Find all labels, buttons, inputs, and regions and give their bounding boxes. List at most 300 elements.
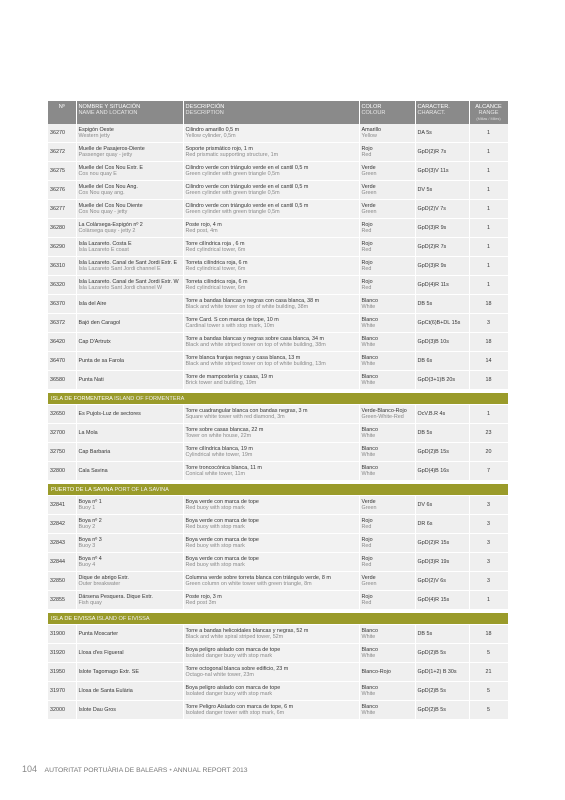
name-en: Buoy 3 <box>78 543 96 550</box>
cell-character: DB 5s <box>415 625 469 644</box>
colour-en: White <box>361 433 376 440</box>
description-es: Boya verde con marca de tope <box>185 499 259 506</box>
description-en: Red buoy with stop mark <box>185 543 245 550</box>
description-en: Red post 3m <box>185 600 217 607</box>
name-es: Muelle del Cos Nou Ang. <box>78 184 138 191</box>
cell-description <box>183 496 359 515</box>
table-row <box>48 333 508 352</box>
section-title-es: ISLA DE EIVISSA <box>51 615 96 622</box>
lights-table <box>48 101 509 720</box>
cell-description <box>183 443 359 462</box>
colour-en: White <box>361 323 376 330</box>
description-en: Isolated danger buoy with stop mark <box>185 653 273 660</box>
cell-character: GpD(1+2) B 30s <box>415 663 469 682</box>
description-es: Torre a bandas blancas y negras con casa blanca, 38 m <box>185 298 320 305</box>
description-en: Red post, 4m <box>185 228 218 235</box>
cell-range: 3 <box>469 515 508 534</box>
section-header <box>48 613 508 625</box>
name-es: La Mola <box>78 430 98 437</box>
section-title <box>48 393 508 405</box>
colour-es: Blanco <box>361 628 378 635</box>
colour-es: Blanco <box>361 685 378 692</box>
colour-en: Red <box>361 228 372 235</box>
description-es: Cilindro verde con triángulo verde en el cantil 0,5 m <box>185 184 309 191</box>
cell-name <box>76 181 183 200</box>
cell-description <box>183 162 359 181</box>
cell-colour <box>359 663 415 682</box>
table-row <box>48 200 508 219</box>
colour-en: Green <box>361 505 377 512</box>
cell-colour <box>359 162 415 181</box>
table-row <box>48 515 508 534</box>
description-es: Soporte prismático rojo, 1 m <box>185 146 253 153</box>
colour-en: White <box>361 653 376 660</box>
cell-number: 36270 <box>48 124 76 143</box>
cell-description <box>183 257 359 276</box>
description-en: Green cylinder with green triangle 0,5m <box>185 171 280 178</box>
name-es: Isla Lazareto. Canal de Sant Jordi Extr. E <box>78 260 178 267</box>
col-header-colour: COLOR COLOUR <box>359 101 415 124</box>
colour-en: White <box>361 634 376 641</box>
cell-colour <box>359 534 415 553</box>
cell-description <box>183 181 359 200</box>
colour-es: Verde <box>361 499 376 506</box>
table-row <box>48 276 508 295</box>
description-es: Boya verde con marca de tope <box>185 518 259 525</box>
cell-range: 7 <box>469 462 508 481</box>
cell-name <box>76 553 183 572</box>
cell-number: 31900 <box>48 625 76 644</box>
description-en: Green cylinder with green triangle 0,5m <box>185 190 280 197</box>
colour-es: Blanco <box>361 298 378 305</box>
colour-es: Blanco <box>361 446 378 453</box>
cell-range: 5 <box>469 682 508 701</box>
cell-range: 1 <box>469 591 508 610</box>
section-title-es: ISLA DE FORMENTERA <box>51 395 113 402</box>
table-row <box>48 352 508 371</box>
cell-range: 14 <box>469 352 508 371</box>
cell-number: 36290 <box>48 238 76 257</box>
name-es: Boya nº 2 <box>78 518 102 525</box>
table-row <box>48 257 508 276</box>
description-en: Green column on white tower with green triangle, 8m <box>185 581 312 588</box>
cell-description <box>183 591 359 610</box>
description-es: Torre cilíndrica roja , 6 m <box>185 241 245 248</box>
table-row <box>48 644 508 663</box>
cell-name <box>76 424 183 443</box>
colour-es: Amarillo <box>361 127 381 134</box>
name-es: Punta Moscarter <box>78 631 119 638</box>
cell-description <box>183 534 359 553</box>
cell-number: 36320 <box>48 276 76 295</box>
cell-colour <box>359 462 415 481</box>
cell-description <box>183 663 359 682</box>
cell-description <box>183 124 359 143</box>
name-es: Islote Dau Gros <box>78 707 116 714</box>
cell-number: 36580 <box>48 371 76 390</box>
cell-description <box>183 515 359 534</box>
cell-range: 3 <box>469 496 508 515</box>
cell-number: 36276 <box>48 181 76 200</box>
description-en: Black and white tower on top of white building, 38m <box>185 304 309 311</box>
description-en: Cylindrical white tower, 19m <box>185 452 253 459</box>
cell-name <box>76 143 183 162</box>
footer-report: ANNUAL REPORT 2013 <box>173 767 248 774</box>
description-es: Torre sobre casas blancas, 22 m <box>185 427 264 434</box>
cell-number: 32843 <box>48 534 76 553</box>
description-es: Torre octogonal blanca sobre edificio, 23 m <box>185 666 289 673</box>
cell-range: 1 <box>469 181 508 200</box>
cell-number: 36420 <box>48 333 76 352</box>
description-es: Boya verde con marca de tope <box>185 556 259 563</box>
name-es: Boya nº 4 <box>78 556 102 563</box>
cell-character: OcV.B.R 4s <box>415 405 469 424</box>
cell-number: 36310 <box>48 257 76 276</box>
table-row <box>48 496 508 515</box>
colour-es: Blanco <box>361 336 378 343</box>
cell-colour <box>359 591 415 610</box>
table-row <box>48 371 508 390</box>
cell-character: GpD(3)R 19s <box>415 553 469 572</box>
cell-colour <box>359 625 415 644</box>
description-es: Torre Peligro Aislado con marca de tope, 6 m <box>185 704 294 711</box>
table-row <box>48 591 508 610</box>
cell-description <box>183 462 359 481</box>
cell-description <box>183 644 359 663</box>
description-en: Red cylindrical tower, 6m <box>185 247 246 254</box>
cell-description <box>183 553 359 572</box>
cell-name <box>76 371 183 390</box>
cell-character: GpD(2)V 6s <box>415 572 469 591</box>
cell-colour <box>359 682 415 701</box>
colour-es: Blanco <box>361 704 378 711</box>
cell-name <box>76 405 183 424</box>
colour-en: White <box>361 710 376 717</box>
cell-range: 1 <box>469 405 508 424</box>
cell-name <box>76 515 183 534</box>
description-es: Cilindro verde con triángulo verde en el cantil 0,5 m <box>185 165 309 172</box>
cell-name <box>76 701 183 720</box>
cell-range: 20 <box>469 443 508 462</box>
colour-es: Rojo <box>361 518 373 525</box>
table-row <box>48 572 508 591</box>
colour-en: Red <box>361 247 372 254</box>
cell-colour <box>359 515 415 534</box>
cell-character: DV 5s <box>415 181 469 200</box>
cell-number: 32800 <box>48 462 76 481</box>
description-es: Cilindro amarillo 0,5 m <box>185 127 240 134</box>
cell-colour <box>359 701 415 720</box>
cell-number: 32650 <box>48 405 76 424</box>
colour-en: White <box>361 361 376 368</box>
cell-number: 32855 <box>48 591 76 610</box>
cell-range: 1 <box>469 162 508 181</box>
cell-number: 32700 <box>48 424 76 443</box>
name-en: Buoy 4 <box>78 562 96 569</box>
cell-description <box>183 424 359 443</box>
description-es: Boya peligro aislado con marca de tope <box>185 647 281 654</box>
cell-name <box>76 443 183 462</box>
cell-number: 32844 <box>48 553 76 572</box>
name-es: Llosa de Santa Eulària <box>78 688 133 695</box>
description-en: Isolated danger buoy with stop mark <box>185 691 273 698</box>
name-es: Punta Nati <box>78 377 104 384</box>
colour-es: Verde <box>361 203 376 210</box>
colour-en: White <box>361 452 376 459</box>
table-row <box>48 295 508 314</box>
name-es: Espigón Oeste <box>78 127 114 134</box>
cell-character: GpD(4)B 16s <box>415 462 469 481</box>
description-es: Poste rojo, 4 m <box>185 222 222 229</box>
cell-character: GpD(2)R 7s <box>415 238 469 257</box>
cell-range: 3 <box>469 572 508 591</box>
name-es: Bajó den Caragol <box>78 320 121 327</box>
name-es: Dársena Pesquera. Dique Extr. <box>78 594 153 601</box>
cell-colour <box>359 257 415 276</box>
description-es: Torre blanca franjas negras y casa blanca, 13 m <box>185 355 301 362</box>
colour-en: Red <box>361 562 372 569</box>
colour-en: White <box>361 342 376 349</box>
name-en: Colàrsega quay - jetty 2 <box>78 228 136 235</box>
cell-name <box>76 333 183 352</box>
cell-colour <box>359 314 415 333</box>
cell-character: GpD(2)R 7s <box>415 143 469 162</box>
table-row <box>48 625 508 644</box>
colour-es: Rojo <box>361 594 373 601</box>
section-title-en: PORT OF LA SAVINA <box>114 486 169 493</box>
cell-range: 23 <box>469 424 508 443</box>
footer-separator: • <box>169 767 172 774</box>
col-header-num: Nº <box>48 101 76 124</box>
name-en: Western jetty <box>78 133 110 140</box>
cell-number: 36280 <box>48 219 76 238</box>
name-es: Muelle del Cos Nou Extr. E <box>78 165 143 172</box>
name-en: Isla Lazareto E coast <box>78 247 129 254</box>
cell-description <box>183 314 359 333</box>
table-row <box>48 663 508 682</box>
colour-en: Green <box>361 581 377 588</box>
description-en: Black and white striped tower on top of white building, 13m <box>185 361 326 368</box>
table-row <box>48 534 508 553</box>
cell-colour <box>359 572 415 591</box>
description-es: Torre a bandas blancas y negras sobre casa blanca, 34 m <box>185 336 324 343</box>
description-en: Red prismatic supporting structure, 1m <box>185 152 279 159</box>
colour-en: White <box>361 304 376 311</box>
cell-name <box>76 591 183 610</box>
description-en: Red buoy with stop mark <box>185 524 245 531</box>
cell-range: 3 <box>469 534 508 553</box>
colour-es: Blanco <box>361 374 378 381</box>
description-es: Boya verde con marca de tope <box>185 537 259 544</box>
cell-character: GpD(3)V 11s <box>415 162 469 181</box>
table-row <box>48 181 508 200</box>
cell-character: DA 5s <box>415 124 469 143</box>
colour-en: Red <box>361 152 372 159</box>
cell-character: GpD(2)B 5s <box>415 701 469 720</box>
section-title <box>48 484 508 496</box>
cell-character: DB 5s <box>415 295 469 314</box>
name-es: Isla del Aire <box>78 301 107 308</box>
cell-name <box>76 663 183 682</box>
table-row <box>48 682 508 701</box>
name-en: Buoy 2 <box>78 524 96 531</box>
cell-colour <box>359 352 415 371</box>
cell-colour <box>359 443 415 462</box>
cell-colour <box>359 143 415 162</box>
cell-character: GpD(3)R 9s <box>415 219 469 238</box>
colour-es: Rojo <box>361 556 373 563</box>
colour-es: Verde <box>361 184 376 191</box>
name-en: Fish quay <box>78 600 102 607</box>
cell-name <box>76 124 183 143</box>
col-header-character: CARACTER. CHARACT. <box>415 101 469 124</box>
cell-number: 31970 <box>48 682 76 701</box>
cell-number: 36275 <box>48 162 76 181</box>
colour-en: Red <box>361 543 372 550</box>
colour-es: Rojo <box>361 241 373 248</box>
cell-description <box>183 682 359 701</box>
name-en: Cos Nou quay ang. <box>78 190 125 197</box>
cell-name <box>76 572 183 591</box>
cell-character: DV 6s <box>415 496 469 515</box>
cell-description <box>183 295 359 314</box>
cell-range: 1 <box>469 276 508 295</box>
table-row <box>48 314 508 333</box>
col-header-name: NOMBRE Y SITUACIÓN NAME AND LOCATION <box>76 101 183 124</box>
cell-colour <box>359 553 415 572</box>
cell-description <box>183 625 359 644</box>
cell-character: GpD(3+1)B 20s <box>415 371 469 390</box>
name-es: Isla Lazareto. Costa E <box>78 241 132 248</box>
section-title <box>48 613 508 625</box>
cell-description <box>183 238 359 257</box>
section-title-en: ISLAND OF EIVISSA <box>96 615 150 622</box>
name-es: La Colàrsega-Espigón nº 2 <box>78 222 143 229</box>
description-es: Torreta cilíndrica roja, 6 m <box>185 279 248 286</box>
cell-number: 36277 <box>48 200 76 219</box>
name-en: Cos nou quay E <box>78 171 117 178</box>
colour-en: White <box>361 471 376 478</box>
cell-name <box>76 682 183 701</box>
name-es: Muelle de Pasajeros-Diente <box>78 146 145 153</box>
cell-name <box>76 276 183 295</box>
colour-en: White <box>361 691 376 698</box>
cell-description <box>183 333 359 352</box>
page-footer <box>22 764 248 774</box>
colour-en: Yellow <box>361 133 377 140</box>
footer-org: AUTORITAT PORTUÀRIA DE BALEARS <box>44 767 168 774</box>
cell-number: 32750 <box>48 443 76 462</box>
description-es: Torre troncocónica blanca, 11 m <box>185 465 262 472</box>
cell-character: DB 5s <box>415 424 469 443</box>
colour-es: Blanco <box>361 647 378 654</box>
cell-number: 32841 <box>48 496 76 515</box>
cell-number: 31950 <box>48 663 76 682</box>
table-row <box>48 424 508 443</box>
table-row <box>48 124 508 143</box>
colour-es: Blanco <box>361 465 378 472</box>
name-es: Cala Savina <box>78 468 108 475</box>
description-es: Torre Card. S con marca de tope, 10 m <box>185 317 279 324</box>
cell-range: 1 <box>469 124 508 143</box>
description-en: Octago-nal white tower, 23m <box>185 672 254 679</box>
name-en: Cos Nou quay - jetty <box>78 209 128 216</box>
cell-range: 18 <box>469 625 508 644</box>
cell-character: GpD(3)R 9s <box>415 257 469 276</box>
description-es: Poste rojo, 3 m <box>185 594 222 601</box>
description-es: Boya peligro aislado con marca de tope <box>185 685 281 692</box>
colour-es: Rojo <box>361 537 373 544</box>
table-row <box>48 219 508 238</box>
cell-colour <box>359 200 415 219</box>
cell-range: 5 <box>469 644 508 663</box>
description-en: Conical white tower, 11m <box>185 471 246 478</box>
description-es: Torre cilíndrica blanca, 19 m <box>185 446 253 453</box>
name-en: Isla Lazareto Sant Jordi channel W <box>78 285 163 292</box>
cell-colour <box>359 181 415 200</box>
section-title-es: PUERTO DE LA SAVINA <box>51 486 113 493</box>
cell-range: 1 <box>469 143 508 162</box>
cell-range: 1 <box>469 238 508 257</box>
table-row <box>48 405 508 424</box>
cell-range: 18 <box>469 333 508 352</box>
colour-en: Red <box>361 524 372 531</box>
cell-name <box>76 200 183 219</box>
cell-name <box>76 625 183 644</box>
cell-number: 31920 <box>48 644 76 663</box>
cell-range: 1 <box>469 219 508 238</box>
cell-range: 18 <box>469 371 508 390</box>
cell-range: 18 <box>469 295 508 314</box>
cell-description <box>183 572 359 591</box>
colour-en: Red <box>361 285 372 292</box>
cell-character: GpD(4)R 15s <box>415 591 469 610</box>
cell-name <box>76 257 183 276</box>
name-es: Cap Barbaria <box>78 449 111 456</box>
cell-number: 32842 <box>48 515 76 534</box>
description-en: Square white tower with red diamond, 3m <box>185 414 285 421</box>
cell-colour <box>359 295 415 314</box>
description-es: Torre cuadrangular blanca con bandas negras, 3 m <box>185 408 308 415</box>
description-es: Cilindro verde con triángulo verde en el cantil 0,5 m <box>185 203 309 210</box>
cell-description <box>183 405 359 424</box>
name-es: Llosa d'es Figueral <box>78 650 124 657</box>
cell-range: 21 <box>469 663 508 682</box>
cell-character: GpD(2)B 15s <box>415 443 469 462</box>
cell-range: 5 <box>469 701 508 720</box>
cell-number: 32000 <box>48 701 76 720</box>
cell-description <box>183 371 359 390</box>
section-title-en: ISLAND OF FORMENTERA <box>114 395 185 402</box>
cell-name <box>76 295 183 314</box>
cell-colour <box>359 496 415 515</box>
cell-description <box>183 143 359 162</box>
table-row <box>48 162 508 181</box>
name-es: Cap D'Artrutx <box>78 339 111 346</box>
description-en: Cardinal tower s with stop mark, 10m <box>185 323 275 330</box>
page-number: 104 <box>22 764 38 774</box>
cell-description <box>183 352 359 371</box>
cell-name <box>76 238 183 257</box>
description-en: Red cylindrical tower, 6m <box>185 266 246 273</box>
cell-description <box>183 701 359 720</box>
cell-character: GpCt(6)B+DL 15s <box>415 314 469 333</box>
cell-character: GpD(2)B 5s <box>415 682 469 701</box>
colour-es: Verde <box>361 575 376 582</box>
table-row <box>48 238 508 257</box>
colour-en: Red <box>361 266 372 273</box>
name-en: Isla Lazareto Sant Jordi channel E <box>78 266 161 273</box>
